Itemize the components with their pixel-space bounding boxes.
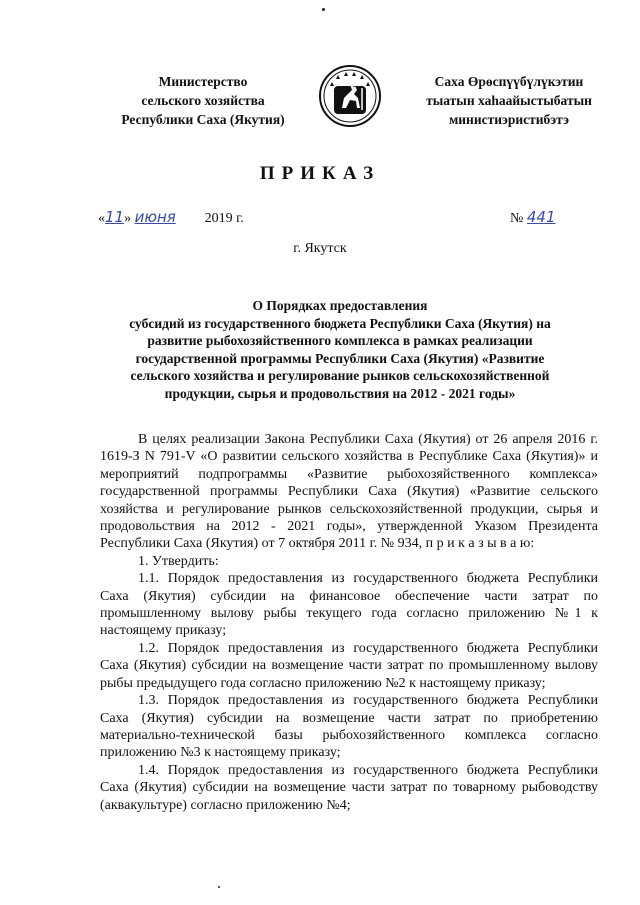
item-1-4: 1.4. Порядок предоставления из государственного бюджета Республики Саха (Якутия) субсидии на возмещение части затрат по товарному рыбоводству (аквакультуре) согласно приложению №4; [100,762,598,813]
ministry-line: сельского хозяйства [141,93,265,108]
order-date [98,208,244,227]
date-day: 11 [105,208,125,226]
date-month: июня [134,208,176,226]
scan-speck [322,8,325,11]
ministry-line: министиэристибэтэ [449,112,569,127]
subject-line: субсидий из государственного бюджета Республики Саха (Якутия) на [129,315,551,331]
ministry-line: Саха Өрөспүүбүлүкэтин [434,74,584,89]
date-close-quote: » [124,211,132,226]
order-subject [100,297,580,402]
number-prefix: № [510,211,524,226]
ministry-line: Министерство [158,74,248,89]
item-1-2: 1.2. Порядок предоставления из государственного бюджета Республики Саха (Якутия) субсидии на возмещение части затрат по промышленному вылову рыбы предыдущего года согласно приложению №2 к настоящему приказу; [100,640,598,691]
item-1-1: 1.1. Порядок предоставления из государственного бюджета Республики Саха (Якутия) субсидии на финансовое обеспечение части затрат по промышленному вылову рыбы текущего года согласно приложению №1 к настоящему приказу; [100,571,598,639]
date-year: 2019 г. [204,211,244,226]
subject-line: государственной программы Республики Саха (Якутия) «Развитие [135,350,545,366]
order-number [510,208,556,227]
subject-line: развитие рыбохозяйственного комплекса в рамках реализации [147,333,533,348]
scan-speck [218,886,220,888]
order-body [100,431,598,814]
item-1-3: 1.3. Порядок предоставления из государственного бюджета Республики Саха (Якутия) субсидии на возмещение части затрат по приобретению материально-технической базы рыбохозяйственного комплекса согласно приложению №3 к настоящему приказу; [100,693,598,761]
point-1: 1. Утвердить: [138,553,219,569]
date-open-quote: « [98,211,105,226]
ministry-name-russian [108,72,298,129]
document-title: ПРИКАЗ [259,163,381,184]
ministry-line: тыатын хаһаайыстыбатын [426,93,592,108]
preamble-paragraph: В целях реализации Закона Республики Саха (Якутия) от 26 апреля 2016 г. 1619-З N 791-V «О развитии сельского хозяйства в Республике Саха (Якутия)» и мероприятий подпрограммы «Развитие рыбохозяйственного комплекса» государственной программы Республики Саха (Якутия) «Развитие сельского хозяйства и регулирование рынков сельскохозяйственной продукции, сырья и продовольствия на 2012 - 2021 годы», утвержденной Указом Президента Республики Саха (Якутия) от 7 октября 2011 г. № 934, п р и к а з ы в а ю: [100,432,598,552]
subject-line: сельского хозяйства и регулирование рынков сельскохозяйственной [130,368,550,383]
city-name: г. Якутск [293,241,347,256]
ministry-line: Республики Саха (Якутия) [121,112,285,127]
ministry-name-yakut [404,72,614,129]
coat-of-arms-icon [318,64,382,128]
number-value: 441 [526,208,556,226]
subject-line: продукции, сырья и продовольствия на 2012 - 2021 годы» [164,385,516,401]
subject-line: О Порядках предоставления [252,298,428,313]
